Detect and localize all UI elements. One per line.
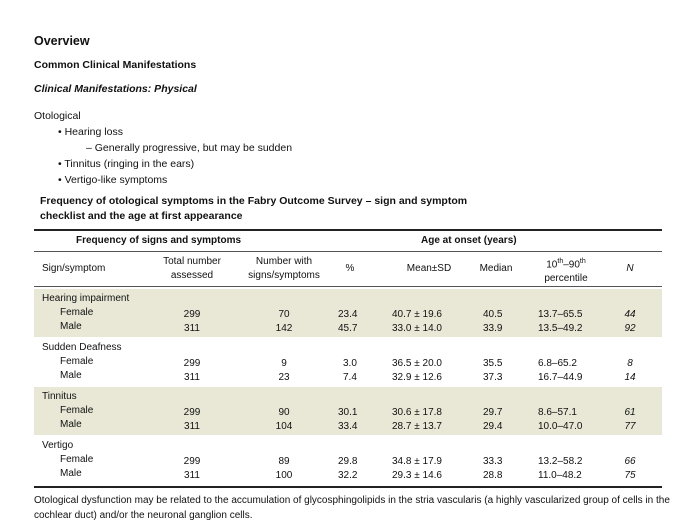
footnote: Otological dysfunction may be related to the accumulation of glycosphingolipids in the stria vascularis (a highly vascularized group of cells in the cochlear duct) and/or the neuronal ganglion cells. — [34, 495, 670, 521]
sub-bullet-progressive: – Generally progressive, but may be sudden — [86, 142, 293, 154]
cell-median: 29.7 — [483, 407, 503, 418]
row-sex: Female — [60, 405, 94, 416]
cell-with: 9 — [281, 358, 287, 369]
cell-total: 311 — [184, 470, 200, 481]
cell-percentile: 13.5–49.2 — [538, 323, 583, 334]
otological-list — [34, 108, 292, 188]
table-title-line-1: Frequency of otological symptoms in the Fabry Outcome Survey – sign and symptom — [40, 195, 468, 207]
cell-n: 75 — [624, 470, 636, 481]
cell-total: 311 — [184, 323, 200, 334]
cell-percentile: 13.7–65.5 — [538, 309, 583, 320]
cell-pct: 33.4 — [338, 421, 358, 432]
cell-median: 28.8 — [483, 470, 503, 481]
table-title-line-2: checklist and the age at first appearance — [40, 210, 243, 222]
cell-percentile: 6.8–65.2 — [538, 358, 577, 369]
cell-mean: 34.8 ± 17.9 — [392, 456, 442, 467]
cell-pct: 29.8 — [338, 456, 358, 467]
cell-with: 70 — [278, 309, 290, 320]
cell-total: 299 — [183, 358, 201, 369]
cell-n: 77 — [624, 421, 636, 432]
row-sex: Female — [60, 307, 94, 318]
cell-median: 40.5 — [483, 309, 503, 320]
overview-heading: Overview — [34, 34, 90, 48]
group-name: Tinnitus — [42, 391, 77, 402]
cell-mean: 30.6 ± 17.8 — [392, 407, 442, 418]
cell-median: 33.3 — [483, 456, 503, 467]
cell-percentile: 8.6–57.1 — [538, 407, 577, 418]
cell-n: 66 — [624, 456, 636, 467]
cell-pct: 30.1 — [338, 407, 358, 418]
header-bottom-rule — [34, 286, 662, 287]
col-header-with-line-1: Number with — [255, 256, 313, 267]
subheading: Common Clinical Manifestations — [34, 59, 197, 71]
cell-n: 92 — [624, 323, 636, 334]
table-bottom-rule — [34, 486, 662, 488]
col-header-with — [234, 255, 334, 283]
row-sex: Male — [60, 321, 82, 332]
cell-mean: 36.5 ± 20.0 — [392, 358, 442, 369]
cell-pct: 3.0 — [343, 358, 357, 369]
col-header-with-line-2: signs/symptoms — [248, 270, 320, 281]
cell-with: 23 — [278, 372, 290, 383]
table-group-sudden-deafness — [34, 338, 662, 386]
cell-with: 104 — [275, 421, 293, 432]
bullet-tinnitus: • Tinnitus (ringing in the ears) — [58, 158, 195, 170]
row-sex: Female — [60, 454, 94, 465]
cell-total: 299 — [183, 407, 201, 418]
col-header-pct: % — [345, 263, 355, 274]
col-header-mean: Mean±SD — [406, 263, 452, 274]
col-header-median: Median — [479, 263, 513, 274]
cell-total: 311 — [184, 372, 200, 383]
row-sex: Female — [60, 356, 94, 367]
cell-with: 90 — [278, 407, 290, 418]
table-top-rule — [34, 229, 662, 231]
row-sex: Male — [60, 468, 82, 479]
col-header-percentile-line-2: percentile — [544, 273, 588, 285]
cell-with: 100 — [275, 470, 293, 481]
group-name: Vertigo — [42, 440, 74, 451]
bullet-vertigo: • Vertigo-like symptoms — [58, 174, 168, 186]
row-sex: Male — [60, 419, 82, 430]
cell-mean: 29.3 ± 14.6 — [392, 470, 442, 481]
cell-median: 35.5 — [483, 358, 503, 369]
category-label: Otological — [34, 110, 81, 122]
cell-pct: 23.4 — [338, 309, 358, 320]
row-sex: Male — [60, 370, 82, 381]
col-header-percentile-line-1: 10th–90th — [546, 258, 586, 271]
cell-total: 299 — [183, 309, 201, 320]
cell-percentile: 10.0–47.0 — [538, 421, 583, 432]
cell-percentile: 11.0–48.2 — [538, 470, 582, 481]
cell-percentile: 13.2–58.2 — [538, 456, 583, 467]
table-group-tinnitus — [34, 387, 662, 435]
cell-n: 14 — [624, 372, 636, 383]
cell-pct: 32.2 — [338, 470, 358, 481]
cell-median: 33.9 — [483, 323, 503, 334]
cell-pct: 45.7 — [338, 323, 358, 334]
col-header-total-line-1: Total number — [163, 256, 221, 267]
cell-pct: 7.4 — [343, 372, 357, 383]
group-name: Sudden Deafness — [42, 342, 122, 353]
cell-mean: 28.7 ± 13.7 — [392, 421, 442, 432]
group-header-age: Age at onset (years) — [421, 235, 517, 246]
cell-n: 8 — [627, 358, 633, 369]
col-header-total — [152, 255, 232, 283]
bullet-hearing-loss: • Hearing loss — [58, 126, 123, 138]
cell-median: 37.3 — [483, 372, 503, 383]
cell-n: 44 — [624, 309, 636, 320]
cell-median: 29.4 — [483, 421, 503, 432]
col-header-n: N — [626, 263, 634, 274]
group-header-frequency: Frequency of signs and symptoms — [76, 235, 242, 246]
cell-mean: 40.7 ± 19.6 — [392, 309, 442, 320]
col-header-total-line-2: assessed — [170, 270, 214, 281]
group-header-rule — [34, 251, 662, 252]
cell-with: 89 — [278, 456, 290, 467]
table-group-vertigo — [34, 436, 662, 484]
col-header-percentile — [526, 255, 606, 286]
table-title — [40, 194, 520, 224]
cell-percentile: 16.7–44.9 — [538, 372, 583, 383]
cell-total: 299 — [183, 456, 201, 467]
group-name: Hearing impairment — [42, 293, 130, 304]
cell-n: 61 — [624, 407, 636, 418]
col-header-sign: Sign/symptom — [42, 263, 106, 274]
section-heading: Clinical Manifestations: Physical — [34, 83, 197, 95]
cell-total: 311 — [184, 421, 200, 432]
cell-mean: 33.0 ± 14.0 — [392, 323, 442, 334]
cell-mean: 32.9 ± 12.6 — [392, 372, 442, 383]
cell-with: 142 — [275, 323, 293, 334]
table-group-hearing — [34, 289, 662, 337]
